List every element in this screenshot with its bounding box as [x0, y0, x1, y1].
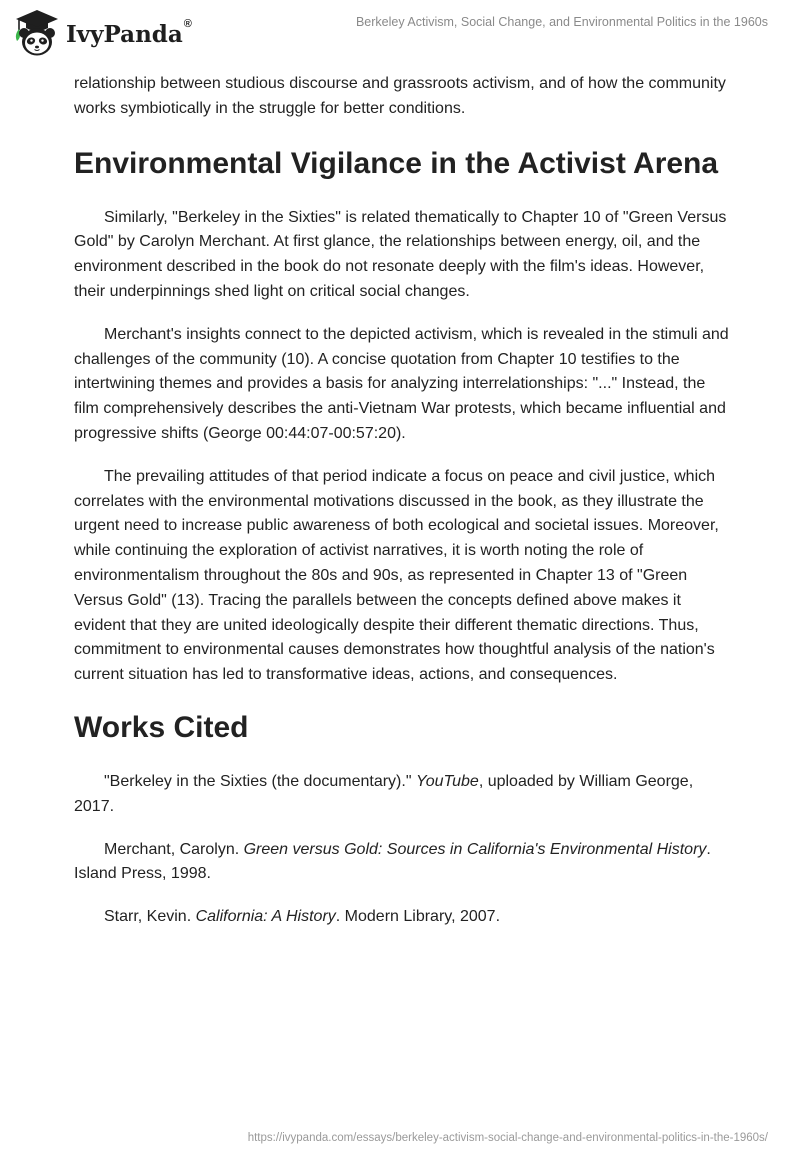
- body-paragraph: The prevailing attitudes of that period indicate a focus on peace and civil justice, which correlates with the environmental motivations discussed in the book, as they illustrate the urgent need to increase public awareness of both ecological and societal issues. Moreover, while continuing the exploration of activist narratives, it is worth noting the role of environmentalism throughout the 80s and 90s, as represented in Chapter 13 of "Green Versus Gold" (13). Tracing the parallels between the concepts defined above makes it evident that they are united ideologically despite their different thematic directions. Thus, commitment to environmental causes demonstrates how thoughtful analysis of the nation's current situation has led to transformative ideas, actions, and consequences.: [74, 467, 719, 684]
- citation-entry: [74, 905, 734, 930]
- citation-entry: [74, 838, 734, 888]
- body-paragraph: Similarly, "Berkeley in the Sixties" is related thematically to Chapter 10 of "Green Versus Gold" by Carolyn Merchant. At first glance, the relationships between energy, oil, and the environment described in the book do not resonate deeply with the film's ideas. However, their underpinnings shed light on critical social changes.: [74, 208, 727, 300]
- running-title: Berkeley Activism, Social Change, and Environmental Politics in the 1960s: [355, 15, 768, 29]
- citation-title: Green versus Gold: Sources in California's Environmental History: [243, 840, 707, 858]
- source-url-link[interactable]: https://ivypanda.com/essays/berkeley-activism-social-change-and-environmental-politics-in-the-1960s/: [247, 1132, 768, 1144]
- citation-text: Merchant, Carolyn.: [104, 840, 244, 858]
- page-header: [0, 0, 800, 64]
- carryover-paragraph: relationship between studious discourse and grassroots activism, and of how the community works symbiotically in the struggle for better conditions.: [74, 75, 726, 117]
- citation-entry: [74, 770, 734, 820]
- citation-text: . Modern Library, 2007.: [335, 908, 501, 926]
- brand-logo[interactable]: [14, 8, 192, 58]
- body-paragraph: Merchant's insights connect to the depicted activism, which is revealed in the stimuli and challenges of the community (10). A concise quotation from Chapter 10 testifies to the intertwining themes and provides a basis for analyzing interrelationships: "..." Instead, the film comprehensively describes the anti-Vietnam War protests, which became influential and progressive shifts (George 00:44:07-00:57:20).: [74, 325, 729, 442]
- citation-text: "Berkeley in the Sixties (the documentary).": [104, 772, 416, 790]
- citation-text: Starr, Kevin.: [104, 908, 196, 926]
- citation-text: , uploaded by William George, 2017.: [74, 772, 694, 815]
- brand-name: IvyPanda: [66, 20, 183, 48]
- citation-title: California: A History: [195, 908, 336, 926]
- essay-body: [74, 72, 734, 930]
- citation-text: . Island Press, 1998.: [74, 840, 711, 883]
- citation-title: YouTube: [415, 772, 479, 790]
- section-heading: Environmental Vigilance in the Activist Arena: [74, 146, 719, 180]
- works-cited-heading: Works Cited: [74, 710, 249, 744]
- panda-graduate-logo-icon: [14, 8, 60, 58]
- brand-registered-mark: ®: [183, 18, 192, 30]
